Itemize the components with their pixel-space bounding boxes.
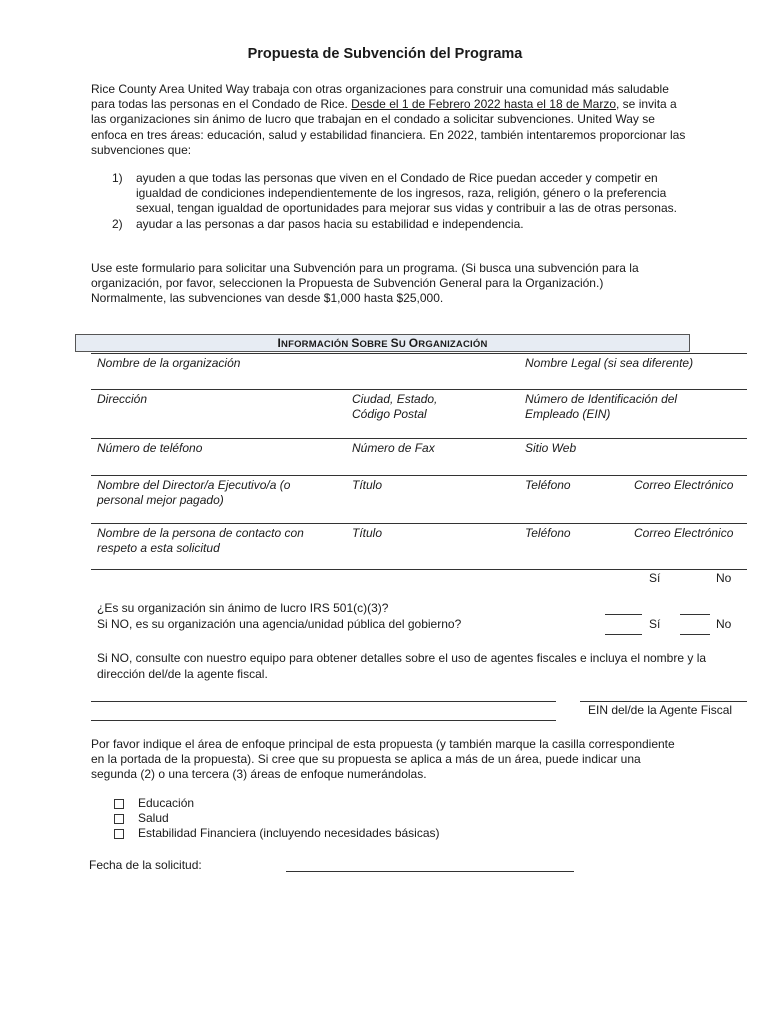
contact-label-line1: Nombre de la persona de contacto con: [97, 526, 304, 540]
header-letter: S: [390, 336, 399, 350]
org-name-field-line[interactable]: [91, 389, 747, 390]
goal-number: 2): [112, 216, 123, 231]
contact-title-label: Título: [352, 526, 383, 540]
header-word: RGANIZACIÓN: [418, 339, 488, 350]
address-field-line[interactable]: [91, 438, 747, 439]
goal-item: [112, 171, 692, 217]
usage-paragraph: Use este formulario para solicitar una Subvención para un programa. (Si busca una subvención para la organización, por favor, seleccionen la Propuesta de Subvención General para la Organización.) Normalmente, las subvenciones van desde $1,000 hasta $25,000.: [91, 261, 639, 306]
director-field-line[interactable]: [91, 523, 747, 524]
nonprofit-question: ¿Es su organización sin ánimo de lucro IRS 501(c)(3)?: [97, 601, 389, 615]
intro-date-range: Desde el 1 de Febrero 2022 hasta el 18 de Marzo: [351, 97, 617, 112]
public-yes-label: Sí: [649, 617, 661, 631]
goal-number: 1): [112, 171, 123, 185]
director-phone-label: Teléfono: [525, 478, 571, 492]
ein-label-line2: Empleado (EIN): [525, 407, 611, 421]
ein-label: [525, 392, 677, 422]
fiscal-agent-note: Si NO, consulte con nuestro equipo para obtener detalles sobre el uso de agentes fiscales e incluya el nombre y la dirección del/de la agente fiscal.: [97, 651, 707, 681]
goal-text: ayuden a que todas las personas que viven en el Condado de Rice puedan acceder y competir en igualdad de condiciones independientemente de los ingresos, raza, religión, género o la preferencia sexual, tengan igualdad de oportunidades para mejorar sus vidas y contribuir a las de otras personas.: [136, 171, 677, 216]
header-letter: I: [277, 336, 282, 350]
contact-label-line2: respeto a esta solicitud: [97, 541, 220, 555]
director-label-line2: personal mejor pagado): [97, 493, 224, 507]
phone-field-line[interactable]: [91, 475, 747, 476]
focus-area-checklist: [114, 796, 440, 842]
goal-text: ayudar a las personas a dar pasos hacia su estabilidad e independencia.: [136, 216, 524, 231]
focus-health-option[interactable]: [114, 811, 440, 826]
focus-health-label: Salud: [138, 811, 169, 826]
director-title-label: Título: [352, 478, 383, 492]
org-name-label: Nombre de la organización: [97, 356, 241, 370]
focus-education-option[interactable]: [114, 796, 440, 811]
city-label-line2: Código Postal: [352, 407, 427, 421]
fiscal-agent-ein-line[interactable]: [580, 701, 747, 702]
header-word: U: [398, 339, 406, 350]
focus-financial-label: Estabilidad Financiera (incluyendo necesidades básicas): [138, 826, 440, 841]
website-label: Sitio Web: [525, 441, 577, 455]
city-label-line1: Ciudad, Estado,: [352, 392, 438, 406]
intro-text-2: , se invita a las organizaciones sin ánimo de lucro que trabajan en el condado a solicitar subvenciones. United Way se enfoca en tres áreas: educación, salud y estabilidad financiera. En 2022, también intentaremos proporcionar las subvenciones que:: [91, 97, 686, 157]
header-letter: S: [351, 336, 360, 350]
header-word: NFORMACIÓN: [281, 339, 349, 350]
nonprofit-no-blank[interactable]: [680, 614, 710, 615]
goals-list: [112, 171, 692, 232]
legal-name-label: Nombre Legal (si sea diferente): [525, 356, 694, 370]
city-label: [352, 392, 437, 422]
fiscal-agent-address-line[interactable]: [91, 720, 556, 721]
divider: [91, 353, 747, 354]
contact-label: [97, 526, 304, 556]
checkbox-icon[interactable]: [114, 799, 124, 809]
date-label: Fecha de la solicitud:: [89, 858, 202, 872]
contact-email-label: Correo Electrónico: [634, 526, 734, 540]
date-field-line[interactable]: [286, 871, 574, 872]
public-no-label: No: [716, 617, 732, 631]
yes-header: Sí: [649, 571, 661, 585]
address-label: Dirección: [97, 392, 148, 406]
checkbox-icon[interactable]: [114, 829, 124, 839]
intro-paragraph: [91, 82, 691, 158]
director-label: [97, 478, 290, 508]
contact-phone-label: Teléfono: [525, 526, 571, 540]
public-yes-blank[interactable]: [605, 634, 642, 635]
section-header-organization-info: [75, 334, 690, 352]
intro-text-1: Rice County Area United Way trabaja con otras organizaciones para construir una comunidad más saludable para todas las personas en el Condado de Rice.: [91, 82, 669, 112]
fax-label: Número de Fax: [352, 441, 435, 455]
goal-item: [112, 217, 692, 232]
focus-financial-option[interactable]: [114, 826, 440, 841]
checkbox-icon[interactable]: [114, 814, 124, 824]
fiscal-agent-name-line[interactable]: [91, 701, 556, 702]
contact-field-line[interactable]: [91, 569, 747, 570]
no-header: No: [716, 571, 732, 585]
focus-education-label: Educación: [138, 796, 195, 810]
director-email-label: Correo Electrónico: [634, 478, 734, 492]
header-letter: O: [408, 336, 419, 350]
director-label-line1: Nombre del Director/a Ejecutivo/a (o: [97, 478, 291, 492]
nonprofit-yes-blank[interactable]: [605, 614, 642, 615]
page-title: Propuesta de Subvención del Programa: [247, 46, 523, 62]
header-word: OBRE: [359, 339, 388, 350]
public-no-blank[interactable]: [680, 634, 710, 635]
phone-label: Número de teléfono: [97, 441, 203, 455]
ein-label-line1: Número de Identificación del: [525, 392, 678, 406]
fiscal-agent-ein-label: EIN del/de la Agente Fiscal: [588, 703, 733, 717]
public-agency-question: Si NO, es su organización una agencia/unidad pública del gobierno?: [97, 617, 462, 631]
focus-area-paragraph: Por favor indique el área de enfoque principal de esta propuesta (y también marque la casilla correspondiente en la portada de la propuesta). Si cree que su propuesta se aplica a más de un área, puede indicar una segunda (2) o una tercera (3) áreas de enfoque numerándolas.: [91, 737, 675, 782]
